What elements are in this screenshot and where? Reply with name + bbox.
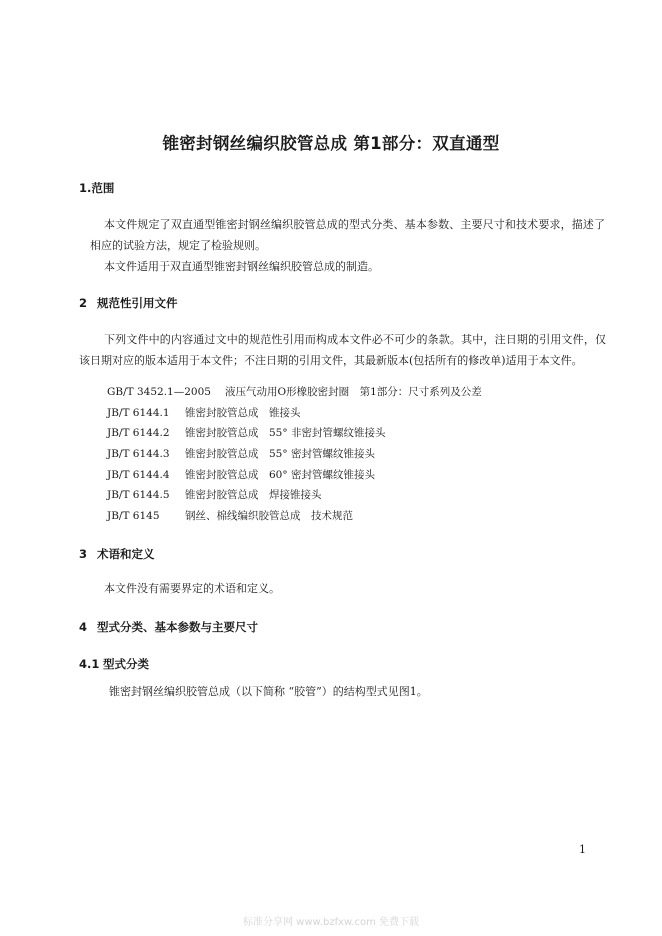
section-4-1-number: 4.1 [79,657,100,671]
section-3-paragraph-1: 本文件没有需要界定的术语和定义。 [104,582,280,595]
page-number: 1 [579,843,586,856]
section-4-1-heading [79,656,149,672]
section-1-heading [79,180,114,196]
reference-title: 液压气动用O形橡胶密封圈 第1部分：尺寸系列及公差 [225,386,482,398]
section-1-title: 范围 [91,181,115,195]
reference-item [107,403,482,424]
document-title: 锥密封钢丝编织胶管总成 第1部分：双直通型 [162,134,500,153]
reference-item [107,444,482,465]
reference-title: 锥密封胶管总成 60° 密封管螺纹锥接头 [185,468,375,481]
reference-title: 锥密封胶管总成 55° 密封管螺纹锥接头 [185,448,375,461]
reference-item [107,382,482,403]
section-2-intro: 下列文件中的内容通过文中的规范性引用而构成本文件必不可少的条款。其中，注日期的引用文件，仅该日期对应的版本适用于本文件；不注日期的引用文件，其最新版本(包括所有的修改单)适用于本文件。 [79,333,606,367]
reference-item [107,465,482,486]
section-4-1-paragraph-1: 锥密封钢丝编织胶管总成（以下简称 “胶管”）的结构型式见图1。 [109,685,428,698]
reference-code: JB/T 6144.3 [107,448,170,461]
section-3-title: 术语和定义 [97,547,155,561]
reference-item [107,423,482,444]
reference-item [107,485,482,506]
reference-title: 锥密封胶管总成 55° 非密封管螺纹锥接头 [185,427,386,440]
reference-title: 钢丝、棉线编织胶管总成 技术规范 [185,510,353,523]
reference-title: 锥密封胶管总成 焊接锥接头 [185,489,322,502]
reference-code: JB/T 6145 [107,510,160,523]
reference-title: 锥密封胶管总成 锥接头 [185,406,301,419]
footer-watermark: 标准分享网 www.bzfxw.com 免费下载 [243,917,419,928]
reference-code: JB/T 6144.4 [107,468,170,481]
section-3-number: 3 [79,547,88,561]
reference-code: JB/T 6144.1 [107,406,170,419]
reference-code: JB/T 6144.5 [107,489,170,502]
reference-item [107,506,482,527]
section-4-title: 型式分类、基本参数与主要尺寸 [97,620,258,634]
section-1-paragraph-2: 本文件适用于双直通型锥密封钢丝编织胶管总成的制造。 [104,260,379,273]
reference-list [107,382,482,527]
section-4-heading [79,619,258,635]
section-2-number: 2 [79,296,88,310]
section-1-paragraph-1: 本文件规定了双直通型锥密封钢丝编织胶管总成的型式分类、基本参数、主要尺寸和技术要求，描述了相应的试验方法，规定了检验规则。 [90,218,605,252]
reference-code: JB/T 6144.2 [107,427,170,440]
section-2-title: 规范性引用文件 [97,296,178,310]
section-3-heading [79,546,155,562]
section-1-number: 1. [79,181,92,195]
section-2-heading [79,295,178,311]
reference-code: GB/T 3452.1—2005 [107,386,211,398]
section-4-1-title: 型式分类 [103,657,149,671]
section-4-number: 4 [79,620,88,634]
